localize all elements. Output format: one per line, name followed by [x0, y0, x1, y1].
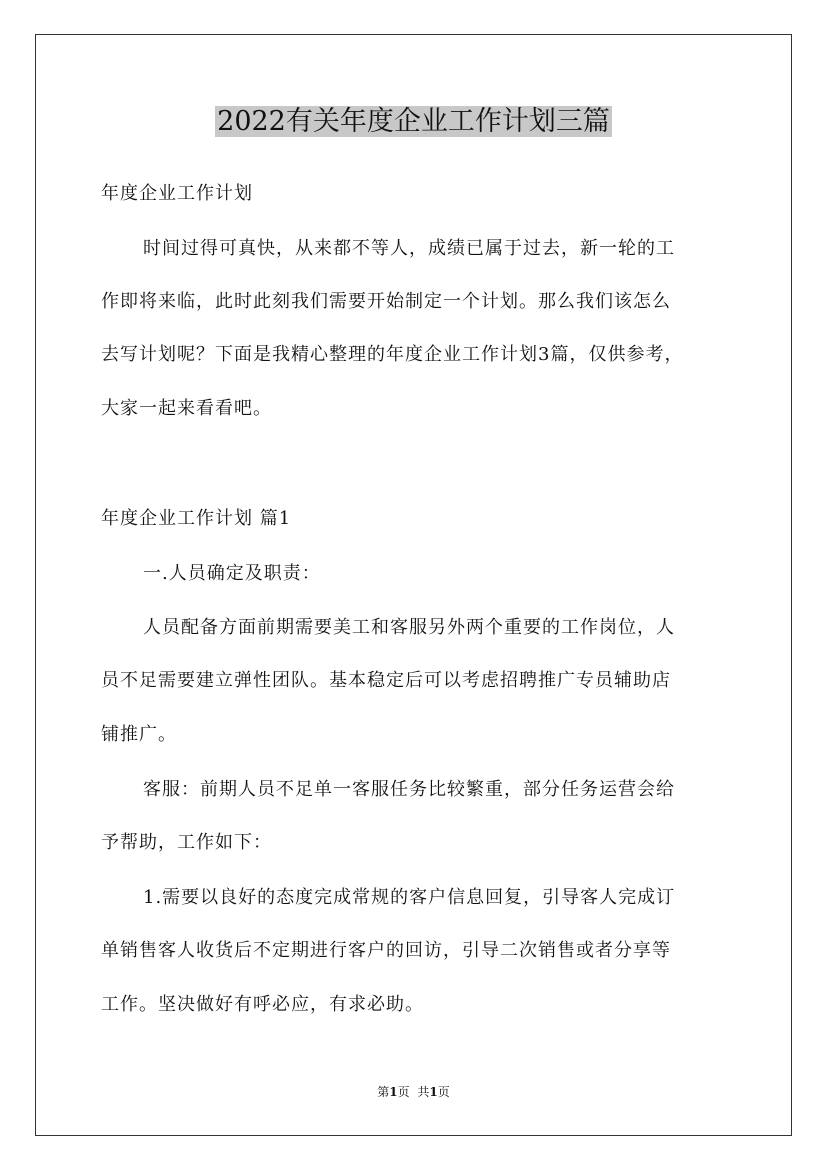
page-footer: [0, 1083, 827, 1101]
footer-page-suffix: 页: [397, 1085, 410, 1099]
footer-page-number: 1: [389, 1085, 398, 1099]
subheading: 一.人员确定及职责：: [143, 563, 321, 584]
document-title: [0, 100, 827, 144]
footer-page-prefix: 第: [377, 1085, 390, 1099]
paragraph-line: 作即将来临，此时此刻我们需要开始制定一个计划。那么我们该怎么: [101, 291, 671, 312]
paragraph-line: 单销售客人收货后不定期进行客户的回访，引导二次销售或者分享等: [101, 940, 671, 961]
section-heading: 年度企业工作计划 篇1: [101, 508, 292, 529]
footer-total-number: 1: [429, 1085, 438, 1099]
footer-total-suffix: 页: [437, 1085, 450, 1099]
paragraph-line: 客服：前期人员不足单一客服任务比较繁重，部分任务运营会给: [143, 779, 675, 800]
section-heading: 年度企业工作计划: [101, 183, 253, 204]
paragraph-line: 去写计划呢？下面是我精心整理的年度企业工作计划3篇，仅供参考，: [101, 344, 684, 365]
footer-total-prefix: 共: [417, 1085, 430, 1099]
paragraph-line: 人员配备方面前期需要美工和客服另外两个重要的工作岗位，人: [143, 617, 675, 638]
paragraph-line: 1.需要以良好的态度完成常规的客户信息回复，引导客人完成订: [143, 887, 676, 908]
document-title-text: 2022有关年度企业工作计划三篇: [217, 106, 610, 137]
paragraph-line: 大家一起来看看吧。: [101, 398, 272, 419]
paragraph-line: 时间过得可真快，从来都不等人，成绩已属于过去，新一轮的工: [143, 238, 675, 259]
paragraph-line: 工作。坚决做好有呼必应，有求必助。: [101, 994, 424, 1015]
paragraph-line: 铺推广。: [101, 724, 177, 745]
paragraph-line: 员不足需要建立弹性团队。基本稳定后可以考虑招聘推广专员辅助店: [101, 670, 671, 691]
paragraph-line: 予帮助，工作如下：: [101, 832, 272, 853]
